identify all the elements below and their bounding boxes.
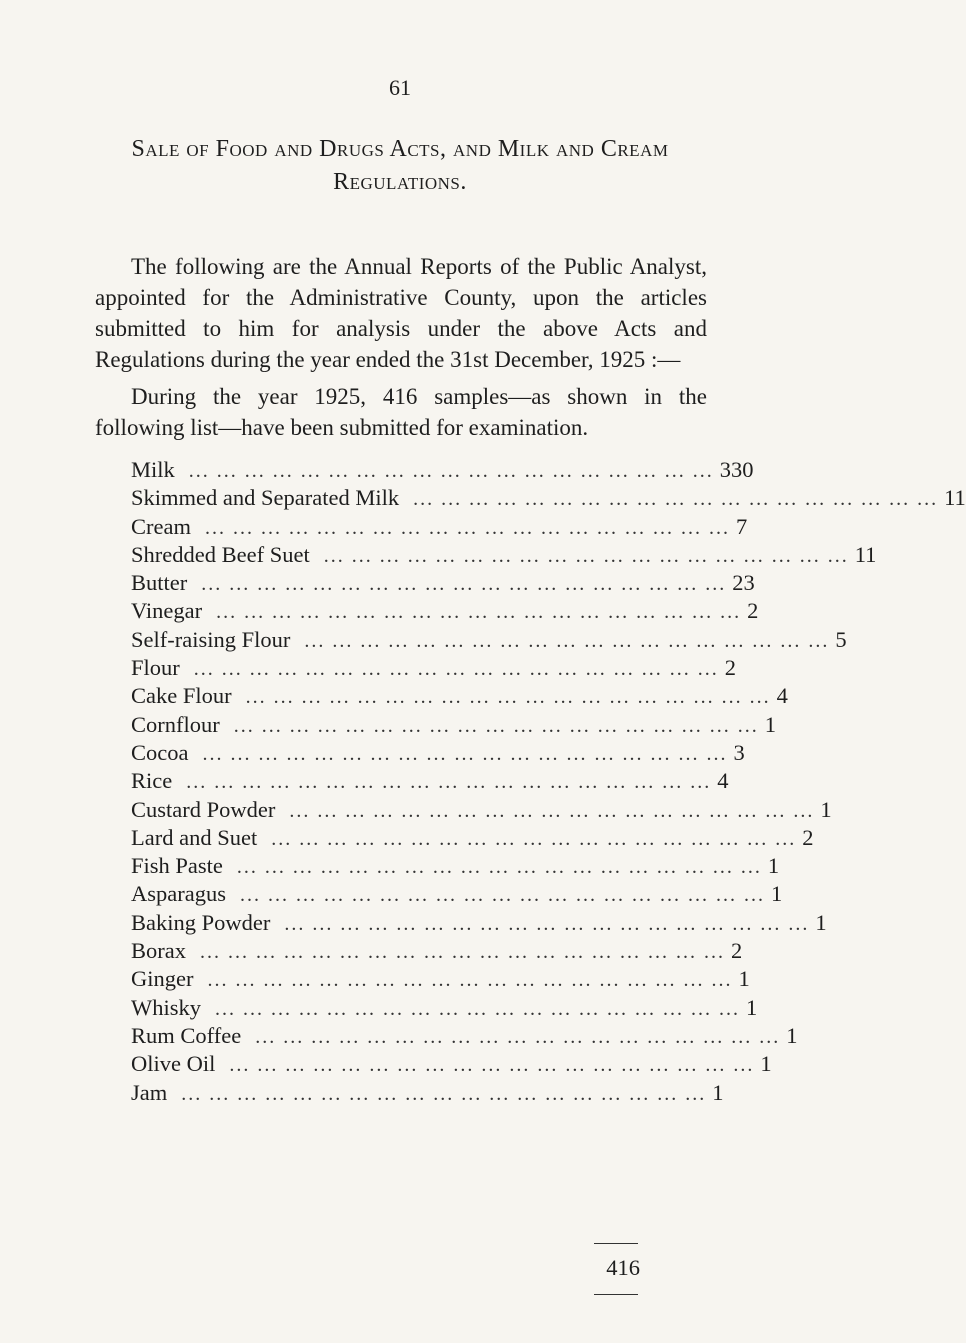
sample-name: Baking Powder: [131, 909, 271, 935]
dot-leader: ... ... ... ... ... ... ... ... ... ... ... ... ... ... ... ... ... ... ...: [188, 460, 714, 482]
list-item: [131, 909, 827, 937]
sample-count: 1: [764, 711, 776, 737]
total-rule-top: [594, 1243, 638, 1244]
sample-count: 11: [854, 541, 877, 567]
sample-name: Cornflour: [131, 711, 220, 737]
sample-name: Butter: [131, 570, 188, 596]
list-item: [131, 541, 877, 569]
sample-count: 11: [944, 485, 966, 511]
dot-leader: ... ... ... ... ... ... ... ... ... ... ... ... ... ... ... ... ... ... ...: [304, 629, 830, 652]
dot-leader: ... ... ... ... ... ... ... ... ... ... ... ... ... ... ... ... ... ... ...: [255, 1025, 781, 1048]
total-count: 416: [606, 1255, 640, 1280]
sample-count: 2: [731, 938, 743, 964]
dot-leader: ... ... ... ... ... ... ... ... ... ... ... ... ... ... ... ... ... ... ...: [193, 658, 719, 681]
sample-count: 2: [747, 598, 759, 624]
dot-leader: ... ... ... ... ... ... ... ... ... ... ... ... ... ... ... ... ... ... ...: [186, 771, 712, 794]
section-heading: [60, 133, 740, 199]
sample-count: 1: [760, 1051, 772, 1077]
sample-name: Borax: [131, 938, 186, 964]
list-item: [131, 569, 755, 597]
intro-paragraph: The following are the Annual Reports of the Public Analyst, appointed for the Administrative County, upon the articles submitted to him for analysis under the above Acts and Regulations during the year ended the 31st December, 1925 :—: [95, 254, 707, 372]
heading-line-1: Sale of Food and Drugs Acts, and Milk and Cream: [131, 136, 669, 162]
dot-leader: ... ... ... ... ... ... ... ... ... ... ... ... ... ... ... ... ... ... ...: [200, 941, 725, 964]
heading-line-2: Regulations.: [333, 169, 467, 195]
sample-count: 5: [835, 626, 847, 652]
sample-name: Cocoa: [131, 739, 189, 765]
dot-leader: ... ... ... ... ... ... ... ... ... ... ... ... ... ... ... ... ... ... ...: [271, 827, 797, 850]
total-rule-bottom: [594, 1294, 638, 1295]
sample-name: Jam: [131, 1079, 168, 1105]
list-item: [131, 994, 758, 1022]
list-item: [131, 1022, 798, 1050]
sample-count: 1: [786, 1022, 798, 1048]
list-item: [131, 965, 750, 993]
list-item: [131, 654, 737, 682]
sample-count: 2: [724, 655, 737, 681]
sample-count: 1: [746, 994, 758, 1020]
sample-count: 23: [732, 570, 755, 596]
sample-count: 1: [712, 1079, 724, 1105]
dot-leader: ... ... ... ... ... ... ... ... ... ... ... ... ... ... ... ... ... ... ...: [245, 686, 771, 709]
list-item: [131, 937, 743, 965]
sample-name: Rice: [131, 768, 173, 794]
sample-count: 1: [738, 966, 750, 992]
sample-name: Whisky: [131, 994, 201, 1020]
sample-count: 1: [770, 881, 783, 907]
samples-paragraph: During the year 1925, 416 samples—as shown in the following list—have been submitted for examination.: [95, 384, 707, 440]
sample-name: Milk: [131, 457, 175, 482]
dot-leader: ... ... ... ... ... ... ... ... ... ... ... ... ... ... ... ... ... ... ...: [284, 912, 810, 935]
list-item: [131, 1050, 772, 1078]
sample-name: Lard and Suet: [131, 824, 258, 850]
list-item: [131, 880, 783, 908]
list-item: [131, 456, 754, 484]
sample-name: Ginger: [131, 966, 194, 992]
sample-name: Asparagus: [131, 881, 226, 907]
sample-count: 2: [802, 824, 814, 850]
list-item: [131, 711, 776, 739]
sample-name: Cake Flour: [131, 683, 232, 709]
list-item: [131, 796, 832, 824]
dot-leader: ... ... ... ... ... ... ... ... ... ... ... ... ... ... ... ... ... ... ...: [201, 573, 727, 596]
sample-count: 7: [735, 513, 748, 539]
sample-count: 1: [820, 796, 832, 822]
list-item: [131, 852, 780, 880]
sample-name: Custard Powder: [131, 796, 276, 822]
dot-leader: ... ... ... ... ... ... ... ... ... ... ... ... ... ... ... ... ... ... ...: [413, 488, 939, 511]
list-item: [131, 626, 847, 654]
dot-leader: ... ... ... ... ... ... ... ... ... ... ... ... ... ... ... ... ... ... ...: [204, 516, 730, 539]
list-item: [131, 484, 966, 512]
list-item: [131, 739, 745, 767]
dot-leader: ... ... ... ... ... ... ... ... ... ... ... ... ... ... ... ... ... ... ...: [323, 544, 849, 567]
dot-leader: ... ... ... ... ... ... ... ... ... ... ... ... ... ... ... ... ... ... ...: [236, 856, 762, 879]
dot-leader: ... ... ... ... ... ... ... ... ... ... ... ... ... ... ... ... ... ... ...: [233, 714, 759, 737]
sample-name: Olive Oil: [131, 1051, 216, 1077]
sample-count: 3: [733, 739, 745, 765]
dot-leader: ... ... ... ... ... ... ... ... ... ... ... ... ... ... ... ... ... ... ...: [202, 742, 728, 765]
list-item: [131, 513, 748, 541]
sample-count: 4: [717, 768, 729, 794]
sample-name: Flour: [131, 655, 180, 681]
dot-leader: ... ... ... ... ... ... ... ... ... ... ... ... ... ... ... ... ... ... ...: [239, 884, 765, 907]
dot-leader: ... ... ... ... ... ... ... ... ... ... ... ... ... ... ... ... ... ... ...: [215, 997, 740, 1020]
sample-list: [131, 456, 966, 1107]
sample-count: 4: [776, 683, 788, 709]
sample-name: Skimmed and Separated Milk: [131, 485, 400, 511]
dot-leader: ... ... ... ... ... ... ... ... ... ... ... ... ... ... ... ... ... ... ...: [289, 799, 815, 822]
dot-leader: ... ... ... ... ... ... ... ... ... ... ... ... ... ... ... ... ... ... ...: [216, 601, 742, 624]
list-item: [131, 1079, 724, 1107]
sample-count: 330: [719, 457, 754, 482]
sample-name: Cream: [131, 513, 191, 539]
list-item: [131, 597, 759, 625]
list-item: [131, 682, 788, 710]
dot-leader: ... ... ... ... ... ... ... ... ... ... ... ... ... ... ... ... ... ... ...: [181, 1082, 707, 1105]
sample-name: Self-raising Flour: [131, 626, 291, 652]
dot-leader: ... ... ... ... ... ... ... ... ... ... ... ... ... ... ... ... ... ... ...: [229, 1054, 755, 1077]
dot-leader: ... ... ... ... ... ... ... ... ... ... ... ... ... ... ... ... ... ... ...: [207, 969, 733, 992]
page-number: 61: [389, 75, 411, 100]
sample-count: 1: [815, 909, 827, 935]
list-item: [131, 824, 814, 852]
sample-count: 1: [767, 853, 780, 879]
sample-name: Fish Paste: [131, 853, 223, 879]
sample-name: Shredded Beef Suet: [131, 541, 310, 567]
list-item: [131, 767, 729, 795]
sample-name: Vinegar: [131, 598, 203, 624]
sample-name: Rum Coffee: [131, 1022, 242, 1048]
